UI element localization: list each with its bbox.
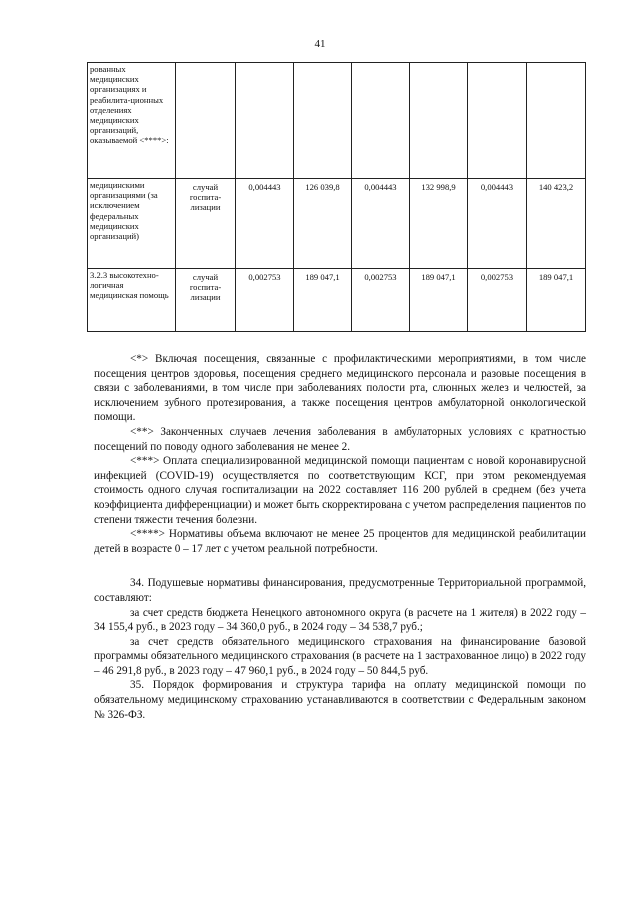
table-cell: 140 423,2: [527, 179, 586, 269]
table-cell: [410, 63, 468, 179]
paragraph-34-budget: за счет средств бюджета Ненецкого автономного округа (в расчете на 1 жителя) в 2022 году – 34 155,4 руб., в 2023 году – 34 360,0 руб., в 2024 году – 34 538,7 руб.;: [94, 606, 586, 634]
footnote: <*> Включая посещения, связанные с профилактическими мероприятиями, в том числе посещения центров здоровья, посещения среднего медицинского персонала и разовые посещения в связи с заболеваниями, в том числе при заболеваниях полости рта, слюнных желез и челюстей, за исключением зубного протезирования, а также посещения центров амбулаторной онкологической помощи.: [94, 353, 586, 424]
table-row: [88, 63, 586, 179]
table-cell: [236, 63, 294, 179]
paragraph-34-oms: за счет средств обязательного медицинского страхования на финансирование базовой программы обязательного медицинского страхования (в расчете на 1 застрахованное лицо) в 2022 году – 46 291,8 руб., в 2023 году – 47 960,1 руб., в 2024 году – 50 844,5 руб.: [94, 635, 586, 677]
row-label: 3.2.3 высокотехно-логичная медицинская помощь: [88, 269, 176, 332]
row-label: рованных медицинских организациях и реабилита-ционных отделениях медицинских организаций, оказываемой <****>:: [88, 63, 176, 179]
table-cell: 189 047,1: [294, 269, 352, 332]
table-row: [88, 269, 586, 332]
table-cell: 132 998,9: [410, 179, 468, 269]
norms-table: [87, 62, 586, 332]
row-unit: [176, 63, 236, 179]
footnote: <***> Оплата специализированной медицинской помощи пациентам с новой коронавирусной инфекцией (COVID-19) осуществляется по соответствующим КСГ, при этом рекомендуемая стоимость одного случая госпитализации на 2022 составляет 116 200 рублей в среднем (без учета коэффициента дифференциации) и может быть скорректирована с учетом распределения пациентов по степени тяжести течения болезни.: [94, 455, 586, 526]
table-cell: 0,002753: [352, 269, 410, 332]
table-cell: 189 047,1: [410, 269, 468, 332]
table-cell: [527, 63, 586, 179]
paragraph-34: 34. Подушевые нормативы финансирования, предусмотренные Территориальной программой, составляют:: [94, 577, 586, 604]
footnotes: [94, 352, 586, 722]
table-cell: 0,004443: [236, 179, 294, 269]
footnote: <**> Законченных случаев лечения заболевания в амбулаторных условиях с кратностью посещений по поводу одного заболевания не менее 2.: [94, 425, 586, 453]
table-cell: 0,004443: [352, 179, 410, 269]
table-cell: 0,002753: [468, 269, 527, 332]
table-cell: [294, 63, 352, 179]
row-unit: случай госпита-лизации: [176, 269, 236, 332]
page-number: 41: [314, 38, 326, 50]
table-cell: 126 039,8: [294, 179, 352, 269]
table-cell: 189 047,1: [527, 269, 586, 332]
table-row: [88, 179, 586, 269]
row-label: медицинскими организациями (за исключением федеральных медицинских организаций): [88, 179, 176, 269]
table-cell: [468, 63, 527, 179]
footnote: <****> Нормативы объема включают не менее 25 процентов для медицинской реабилитации детей в возрасте 0 – 17 лет с учетом реальной потребности.: [94, 528, 586, 555]
row-unit: случай госпита-лизации: [176, 179, 236, 269]
table-cell: [352, 63, 410, 179]
table-cell: 0,004443: [468, 179, 527, 269]
table-cell: 0,002753: [236, 269, 294, 332]
paragraph-35: 35. Порядок формирования и структура тарифа на оплату медицинской помощи по обязательному медицинскому страхованию устанавливаются в соответствии с Федеральным законом № 326-ФЗ.: [94, 679, 586, 721]
